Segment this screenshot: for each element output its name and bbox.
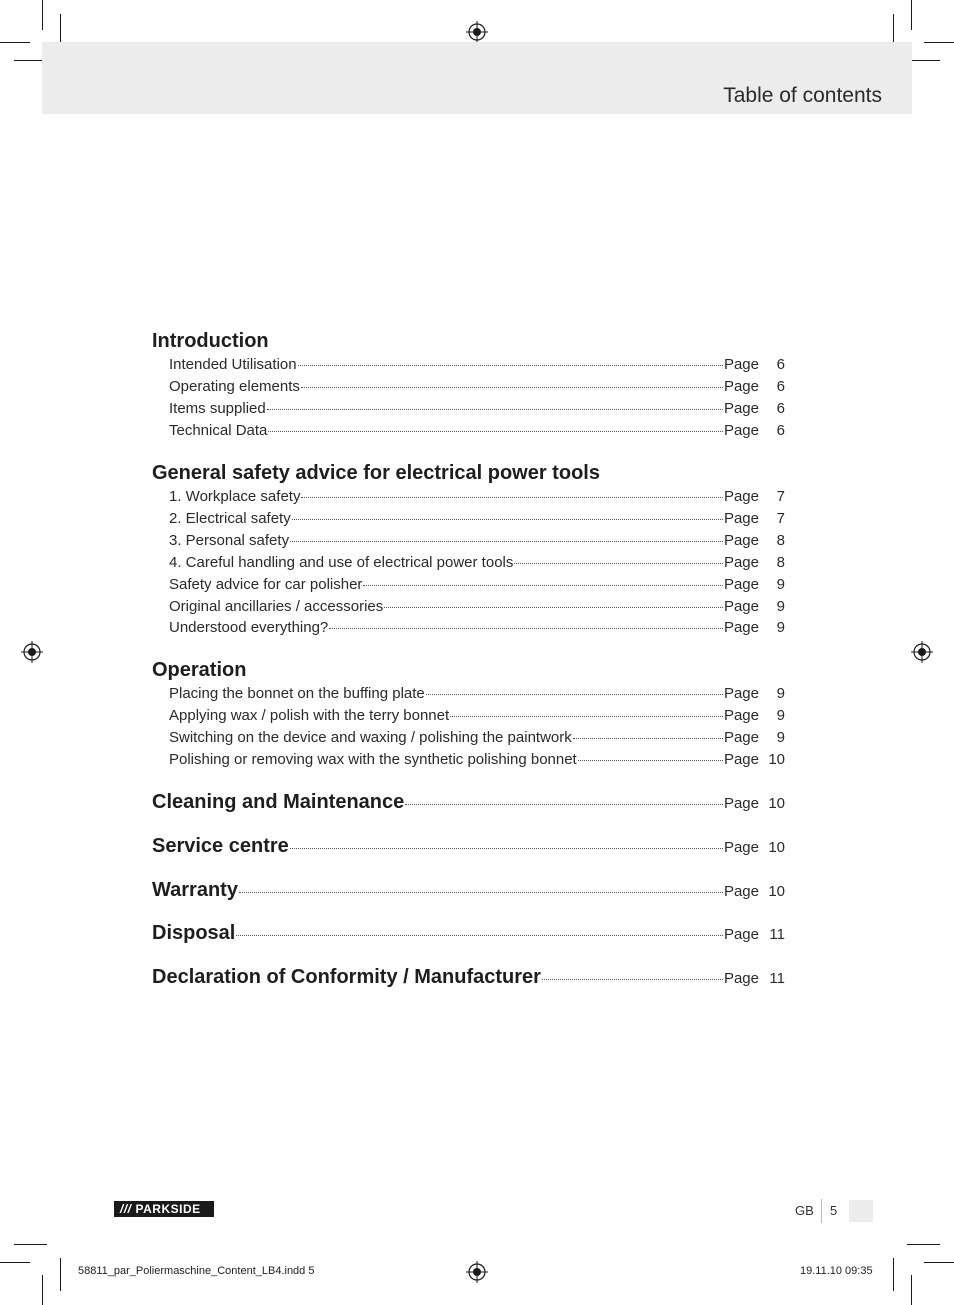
page-word: Page — [723, 926, 759, 943]
page-word: Page — [723, 729, 759, 746]
toc-entry[interactable] — [169, 729, 785, 746]
crop-mark — [60, 1258, 61, 1291]
toc-entry[interactable] — [169, 356, 785, 373]
toc-main-entry-label: Service centre — [152, 835, 289, 857]
page-number: 10 — [768, 795, 785, 812]
leader-dots — [384, 606, 723, 608]
toc-entry-label: 1. Workplace safety — [169, 488, 301, 505]
parkside-logo — [114, 1201, 214, 1217]
slug-datetime: 19.11.10 09:35 — [800, 1265, 873, 1277]
crop-mark — [14, 1244, 47, 1245]
crop-mark — [42, 0, 43, 30]
page-word: Page — [723, 685, 759, 702]
page-number: 8 — [776, 554, 785, 571]
page-title: Table of contents — [723, 84, 882, 107]
toc-main-entry-label: Declaration of Conformity / Manufacturer — [152, 966, 541, 988]
section-title-operation: Operation — [152, 659, 247, 681]
page-number: 6 — [776, 378, 785, 395]
page-word: Page — [723, 378, 759, 395]
crop-mark — [911, 1275, 912, 1305]
leader-dots — [363, 584, 723, 586]
toc-main-entry[interactable] — [152, 922, 785, 945]
leader-dots — [290, 847, 723, 849]
crop-mark — [0, 42, 30, 43]
leader-dots — [405, 803, 723, 805]
leader-dots — [573, 737, 723, 739]
toc-entry[interactable] — [169, 751, 785, 768]
page-number: 9 — [776, 598, 785, 615]
registration-mark-icon — [21, 641, 43, 663]
page-number: 10 — [768, 883, 785, 900]
leader-dots — [268, 430, 723, 432]
toc-entry-label: Items supplied — [169, 400, 266, 417]
leader-dots — [426, 693, 723, 695]
page-word: Page — [723, 751, 759, 768]
toc-entry-label: Original ancillaries / accessories — [169, 598, 384, 615]
leader-dots — [542, 978, 723, 980]
page-number: 10 — [768, 839, 785, 856]
toc-entry[interactable] — [169, 510, 785, 527]
toc-entry-label: Switching on the device and waxing / polishing the paintwork — [169, 729, 572, 746]
registration-mark-icon — [466, 21, 488, 43]
registration-mark-icon — [911, 641, 933, 663]
page-number: 9 — [776, 619, 785, 636]
leader-dots — [239, 891, 723, 893]
page-number: 7 — [776, 488, 785, 505]
page-number: 10 — [768, 751, 785, 768]
toc-entry[interactable] — [169, 554, 785, 571]
toc-entry-label: Polishing or removing wax with the synthetic polishing bonnet — [169, 751, 577, 768]
page-number: 11 — [769, 970, 785, 987]
page-word: Page — [723, 554, 759, 571]
page-word: Page — [723, 532, 759, 549]
logo-text: PARKSIDE — [135, 1202, 201, 1216]
page-number-footer: 5 — [830, 1203, 838, 1218]
page-word: Page — [723, 795, 759, 812]
leader-dots — [301, 496, 723, 498]
page-word: Page — [723, 422, 759, 439]
page-word: Page — [723, 510, 759, 527]
page-number: 11 — [769, 926, 785, 943]
page-number: 6 — [776, 422, 785, 439]
toc-main-entry-label: Warranty — [152, 879, 238, 901]
leader-dots — [292, 518, 723, 520]
toc-entry[interactable] — [169, 422, 785, 439]
page-word: Page — [723, 400, 759, 417]
toc-entry[interactable] — [169, 488, 785, 505]
page-number: 8 — [776, 532, 785, 549]
toc-main-entry[interactable] — [152, 966, 785, 989]
toc-entry[interactable] — [169, 400, 785, 417]
logo-slashes: /// — [120, 1202, 132, 1216]
toc-entry-label: Applying wax / polish with the terry bonnet — [169, 707, 450, 724]
page-word: Page — [723, 707, 759, 724]
toc-entry-label: Intended Utilisation — [169, 356, 297, 373]
toc-entry[interactable] — [169, 532, 785, 549]
page-word: Page — [723, 576, 759, 593]
page-word: Page — [723, 883, 759, 900]
page-number: 6 — [776, 356, 785, 373]
page-number: 9 — [776, 685, 785, 702]
page-word: Page — [723, 356, 759, 373]
section-title-general-safety: General safety advice for electrical power tools — [152, 462, 600, 484]
page-number: 9 — [776, 729, 785, 746]
section-title-introduction: Introduction — [152, 330, 269, 352]
toc-entry-label: Safety advice for car polisher — [169, 576, 363, 593]
footer-divider — [821, 1199, 822, 1223]
toc-entry-label: 3. Personal safety — [169, 532, 290, 549]
leader-dots — [290, 540, 723, 542]
slug-filename: 58811_par_Poliermaschine_Content_LB4.indd 5 — [78, 1265, 315, 1277]
page-number: 7 — [776, 510, 785, 527]
toc-main-entry-label: Disposal — [152, 922, 236, 944]
toc-entry[interactable] — [169, 378, 785, 395]
page-word: Page — [723, 839, 759, 856]
registration-mark-icon — [466, 1261, 488, 1283]
leader-dots — [236, 934, 723, 936]
leader-dots — [578, 759, 723, 761]
page-number: 9 — [776, 707, 785, 724]
crop-mark — [0, 1262, 30, 1263]
crop-mark — [911, 0, 912, 30]
footer-tab — [849, 1200, 873, 1222]
toc-main-entry-label: Cleaning and Maintenance — [152, 791, 405, 813]
toc-entry-label: 4. Careful handling and use of electrical power tools — [169, 554, 514, 571]
crop-mark — [42, 1275, 43, 1305]
toc-main-entry[interactable] — [152, 835, 785, 858]
page-number: 6 — [776, 400, 785, 417]
leader-dots — [301, 386, 723, 388]
toc-entry[interactable] — [169, 598, 785, 615]
crop-mark — [924, 42, 954, 43]
toc-entry[interactable] — [169, 576, 785, 593]
toc-entry[interactable] — [169, 707, 785, 724]
crop-mark — [924, 1262, 954, 1263]
leader-dots — [298, 364, 723, 366]
crop-mark — [907, 1244, 940, 1245]
page-word: Page — [723, 598, 759, 615]
toc-main-entry[interactable] — [152, 791, 785, 814]
toc-entry[interactable] — [169, 619, 785, 636]
toc-entry-label: Placing the bonnet on the buffing plate — [169, 685, 425, 702]
toc-main-entry[interactable] — [152, 879, 785, 902]
crop-mark — [893, 1258, 894, 1291]
leader-dots — [450, 715, 723, 717]
toc-entry-label: 2. Electrical safety — [169, 510, 291, 527]
page-number: 9 — [776, 576, 785, 593]
toc-entry-label: Understood everything? — [169, 619, 329, 636]
toc-entry[interactable] — [169, 685, 785, 702]
toc-entry-label: Technical Data — [169, 422, 268, 439]
leader-dots — [267, 408, 723, 410]
leader-dots — [514, 562, 723, 564]
page-word: Page — [723, 488, 759, 505]
toc-entry-label: Operating elements — [169, 378, 300, 395]
language-code: GB — [795, 1203, 814, 1218]
leader-dots — [329, 627, 723, 629]
page-word: Page — [723, 970, 759, 987]
page-word: Page — [723, 619, 759, 636]
